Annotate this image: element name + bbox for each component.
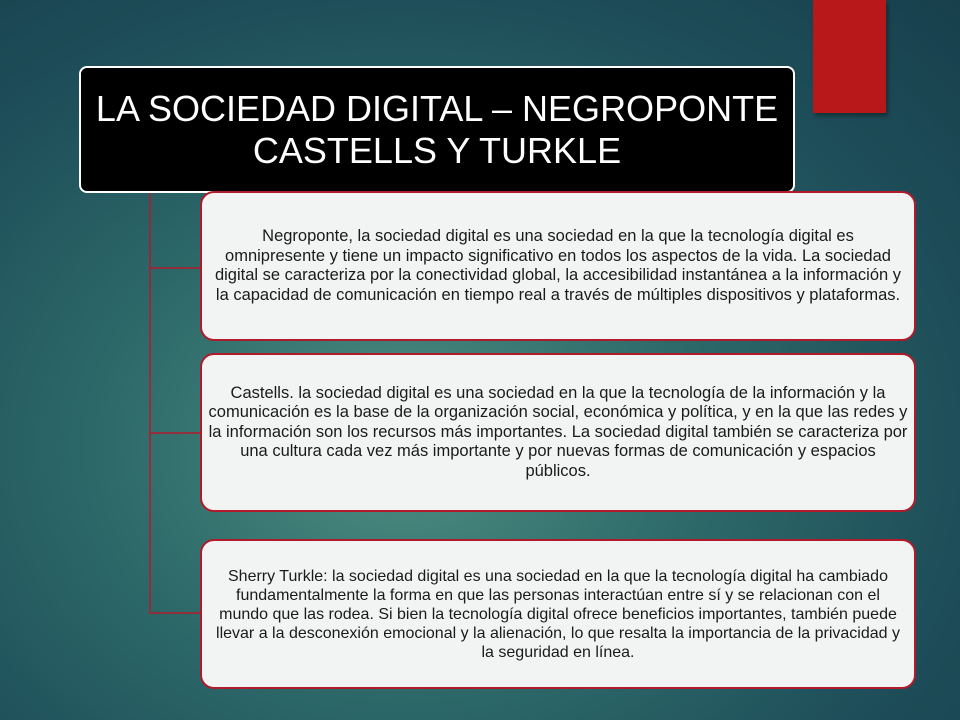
card-turkle [200, 539, 916, 689]
card-negroponte-text: Negroponte, la sociedad digital es una sociedad en la que la tecnología digital es omnipresente y tiene un impacto significativo en todos los aspectos de la vida. La sociedad digital se caracteriza por la conectividad global, la accesibilidad instantánea a la información y la capacidad de comunicación en tiempo real a través de múltiples dispositivos y plataformas. [214, 227, 902, 304]
connector-line-3 [150, 433, 202, 613]
slide-title [79, 66, 795, 193]
slide-title-text: LA SOCIEDAD DIGITAL – NEGROPONTE CASTELLS Y TURKLE [95, 87, 779, 171]
card-turkle-text: Sherry Turkle: la sociedad digital es una sociedad en la que la tecnología digital ha cambiado fundamentalmente la forma en que las personas interactúan entre sí y se relacionan con el mundo que las rodea. Si bien la tecnología digital ofrece beneficios importantes, también puede llevar a la desconexión emocional y la alienación, lo que resalta la importancia de la privacidad y la seguridad en línea. [216, 567, 900, 661]
connector-line-1 [150, 192, 202, 268]
card-castells-text: Castells. la sociedad digital es una sociedad en la que la tecnología de la información y la comunicación es la base de la organización social, económica y política, y en la que las redes y la información son los recursos más importantes. La sociedad digital también se caracteriza por una cultura cada vez más importante y por nuevas formas de comunicación y espacios públicos. [208, 383, 908, 480]
connector-line-2 [150, 268, 202, 433]
card-negroponte [200, 191, 916, 341]
card-castells [200, 353, 916, 512]
